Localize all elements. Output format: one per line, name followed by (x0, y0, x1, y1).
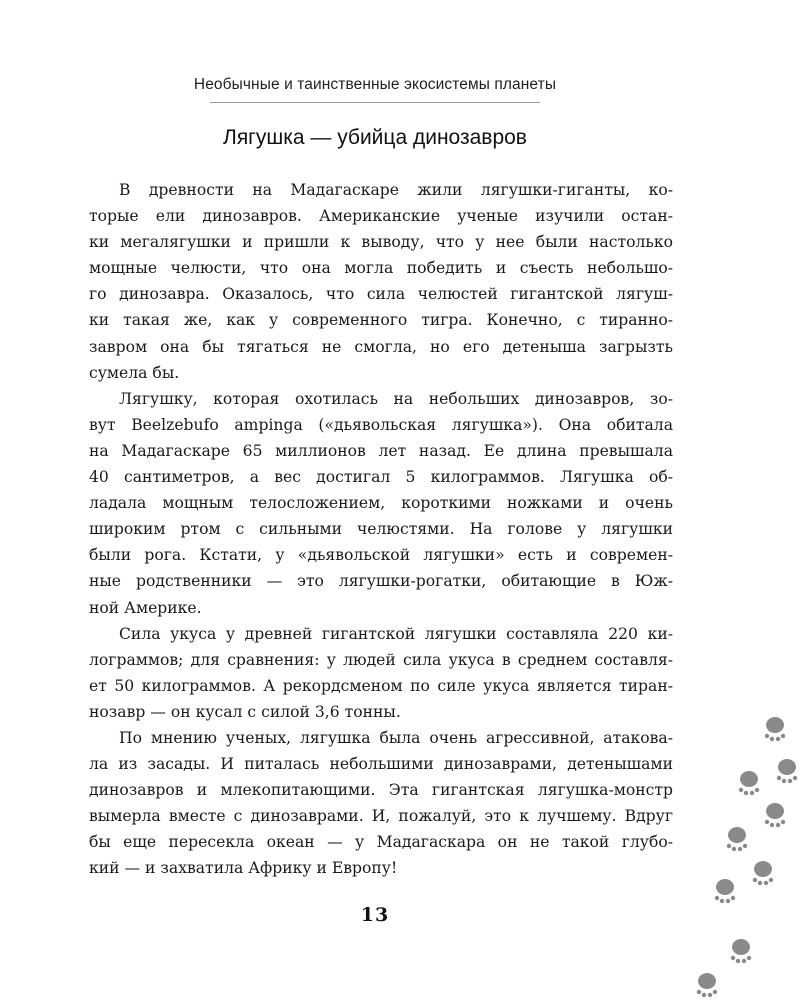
text-line: вут Beelzebufo ampinga («дьявольская лягушка»). Она обитала (89, 415, 673, 434)
paw-print-icon (736, 768, 762, 798)
text-line: ет 50 килограммов. А рекордсменом по силе укуса является тиран- (89, 676, 673, 695)
text-line: Лягушку, которая охотилась на небольших динозавров, зо- (119, 389, 673, 408)
article-title: Лягушка — убийца динозавров (223, 126, 527, 149)
text-line: ные родственники — это лягушки-рогатки, обитающие в Юж- (89, 572, 673, 591)
paw-print-icon (762, 800, 788, 830)
paw-print-icon (762, 714, 788, 744)
text-line: В древности на Мадагаскаре жили лягушки-гиганты, ко- (119, 181, 673, 199)
text-line: широким ртом с сильными челюстями. На голове у лягушки (89, 520, 673, 539)
article-body (89, 177, 673, 882)
paw-print-icon (774, 756, 800, 786)
text-line: на Мадагаскаре 65 миллионов лет назад. Ее длина превышала (89, 441, 673, 460)
header-divider (210, 102, 540, 103)
text-line: лограммов; для сравнения: у людей сила укуса в среднем составля- (89, 650, 673, 669)
text-line: вымерла вместе с динозаврами. И, пожалуй, это к лучшему. Вдруг (89, 807, 673, 826)
text-line: ладала мощным телосложением, короткими ножками и очень (89, 494, 673, 513)
text-line: нозавр — он кусал с силой 3,6 тонны. (89, 702, 401, 721)
text-line: были рога. Кстати, у «дьявольской лягушки» есть и современ- (89, 546, 673, 565)
text-line: динозавров и млекопитающими. Эта гигантская лягушка-монстр (89, 781, 673, 800)
text-line: ной Америке. (89, 598, 202, 617)
paw-print-icon (750, 858, 776, 888)
text-line: сумела бы. (89, 363, 180, 382)
running-head: Необычные и таинственные экосистемы планеты (193, 76, 557, 93)
paw-print-icon (712, 876, 738, 906)
text-line: мощные челюсти, что она могла победить и съесть небольшо- (89, 259, 673, 278)
text-line: ки мегалягушки и пришли к выводу, что у нее были настолько (89, 233, 673, 252)
paw-print-icon (724, 824, 750, 854)
text-line: 40 сантиметров, а вес достигал 5 килограммов. Лягушка об- (89, 468, 673, 487)
text-line: торые ели динозавров. Американские ученые изучили остан- (89, 207, 673, 226)
paw-print-icon (728, 936, 754, 966)
text-line: го динозавра. Оказалось, что сила челюстей гигантской лягуш- (89, 285, 673, 304)
text-line: завром она бы тягаться не смогла, но его детеныша загрызть (89, 337, 673, 356)
text-line: По мнению ученых, лягушка была очень агрессивной, атакова- (119, 728, 673, 747)
text-line: Сила укуса у древней гигантской лягушки составляла 220 ки- (119, 624, 673, 643)
text-line: ла из засады. И питалась небольшими динозаврами, детенышами (89, 755, 673, 774)
text-line: ки такая же, как у современного тигра. Конечно, с тиранно- (89, 311, 673, 330)
footprints-decoration (690, 700, 800, 1000)
text-line: бы еще пересекла океан — у Мадагаскара он не такой глубо- (89, 833, 673, 852)
paw-print-icon (694, 970, 720, 1000)
text-line: кий — и захватила Африку и Европу! (89, 859, 398, 878)
page-number: 13 (360, 904, 390, 926)
